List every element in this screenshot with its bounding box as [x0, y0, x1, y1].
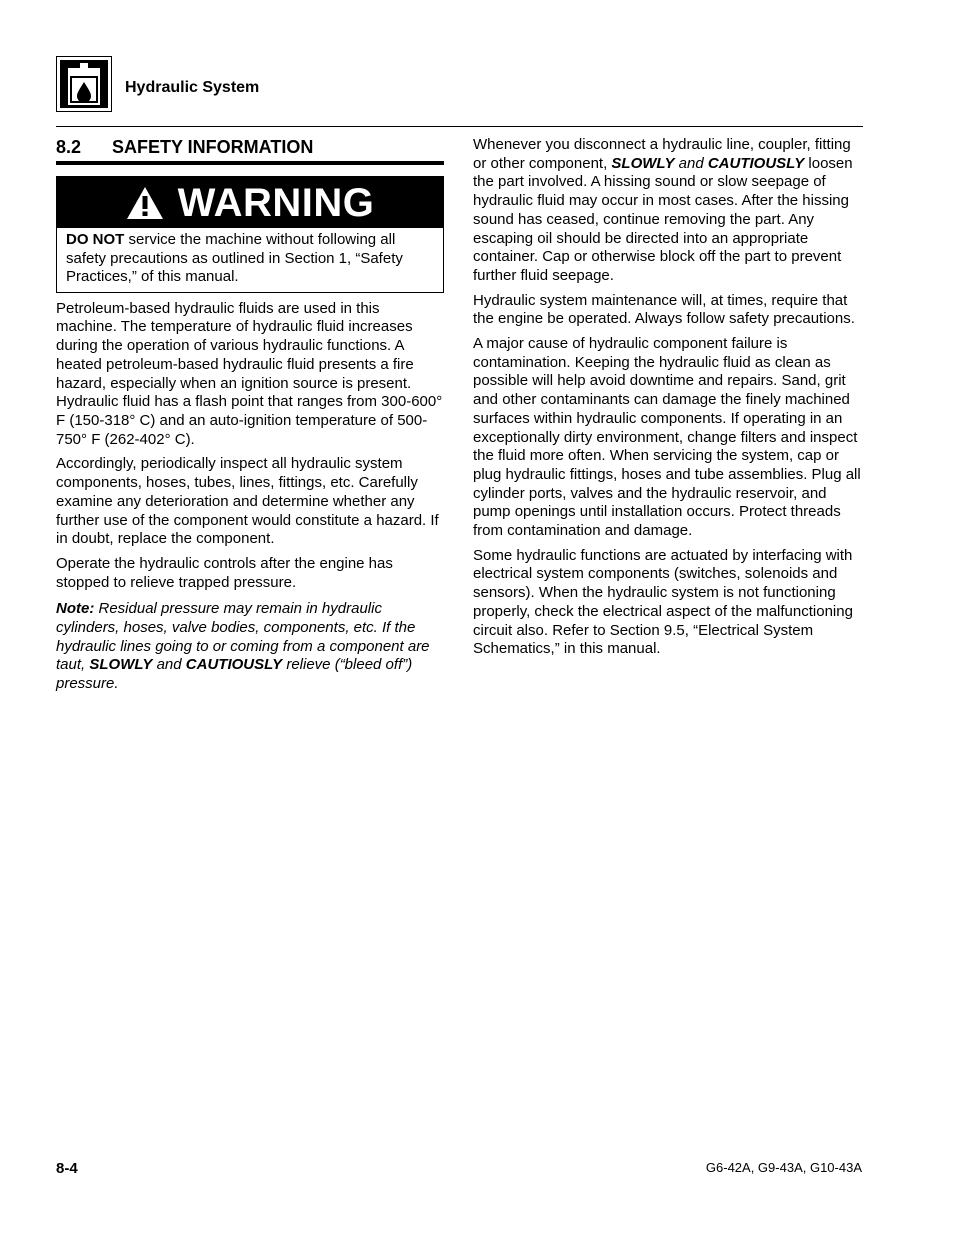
disconnect-cautiously: CAUTIOUSLY [707, 154, 805, 172]
disconnect-slowly: SLOWLY [611, 154, 675, 172]
paragraph-inspect: Accordingly, periodically inspect all hydraulic system components, hoses, tubes, lines, fittings, etc. Carefully examine any deterioration and determine whether any further use of the component would constitute a hazard. If in doubt, replace the component. [56, 455, 439, 548]
note-text-b: relieve (“bleed off”) pressure. [56, 656, 413, 693]
warning-box [56, 176, 444, 293]
paragraph-electrical: Some hydraulic functions are actuated by interfacing with electrical system components (switches, solenoids and sensors). When the hydraulic system is not functioning properly, check the electrical aspect of the malfunctioning circuit also. Refer to Section 9.5, “Electrical System Schematics,” in this manual. [473, 546, 853, 658]
paragraph-disconnect [473, 136, 865, 286]
header-title: Hydraulic System [125, 79, 260, 96]
disconnect-and: and [674, 154, 708, 172]
warning-lead: DO NOT [66, 231, 125, 248]
disconnect-text-a: Whenever you disconnect a hydraulic line, coupler, fitting or other component, [473, 136, 851, 172]
paragraph-fluid-hazard: Petroleum-based hydraulic fluids are used in this machine. The temperature of hydraulic fluid increases during the operation of various hydraulic functions. A heated petroleum-based hydraulic fluid presents a fire hazard, especially when an ignition source is present. Hydraulic fluid has a flash point that ranges from 300-600° F (150-318° C) and an auto-ignition temperature of 500-750° F (262-402° C). [56, 299, 443, 448]
paragraph-maintenance: Hydraulic system maintenance will, at times, require that the engine be operated. Always follow safety precautions. [473, 291, 855, 328]
warning-label: WARNING [177, 180, 375, 225]
hydraulic-cylinder-icon [56, 56, 112, 112]
model-numbers: G6-42A, G9-43A, G10-43A [705, 1160, 862, 1175]
note-slowly: SLOWLY [89, 656, 153, 674]
warning-triangle-icon [126, 186, 164, 220]
paragraph-contamination: A major cause of hydraulic component failure is contamination. Keeping the hydraulic fluid as clean as possible will help avoid downtime and repairs. Sand, grit and other contaminants can damage the finely machined surfaces within hydraulic components. If operating in an exceptionally dirty environment, change filters and inspect the fluid more often. When servicing the system, cap or plug hydraulic fittings, hoses and tube assemblies. Plug all cylinder ports, valves and the hydraulic reservoir, and pump openings until installation occurs. Protect threads from contamination and damage. [473, 335, 861, 540]
note-residual-pressure [56, 600, 444, 694]
note-cautiously: CAUTIOUSLY [185, 656, 283, 674]
note-label: Note: [56, 600, 95, 618]
right-column [473, 136, 865, 659]
page-number: 8-4 [56, 1160, 78, 1177]
warning-message: service the machine without following all safety precautions as outlined in Section 1, “Safety Practices,” of this manual. [66, 231, 403, 286]
note-text-a: Residual pressure may remain in hydraulic cylinders, hoses, valve bodies, components, etc. If the hydraulic lines going to or coming from a component are taut, [56, 600, 430, 674]
disconnect-text-b: loosen the part involved. A hissing sound or slow seepage of hydraulic fluid may occur in most cases. After the hissing sound has ceased, continue removing the part. Any escaping oil should be directed into an appropriate container. Cap or otherwise block off the part to prevent further fluid seepage. [473, 154, 853, 284]
paragraph-relieve-pressure: Operate the hydraulic controls after the engine has stopped to relieve trapped pressure. [56, 554, 393, 591]
section-heading [56, 136, 444, 158]
section-title: SAFETY INFORMATION [112, 136, 314, 157]
warning-banner [57, 177, 443, 228]
section-number: 8.2 [56, 136, 82, 157]
left-column [56, 136, 444, 694]
header-divider [56, 126, 863, 127]
note-and: and [152, 656, 186, 674]
warning-text [57, 228, 443, 292]
section-divider [56, 161, 444, 165]
